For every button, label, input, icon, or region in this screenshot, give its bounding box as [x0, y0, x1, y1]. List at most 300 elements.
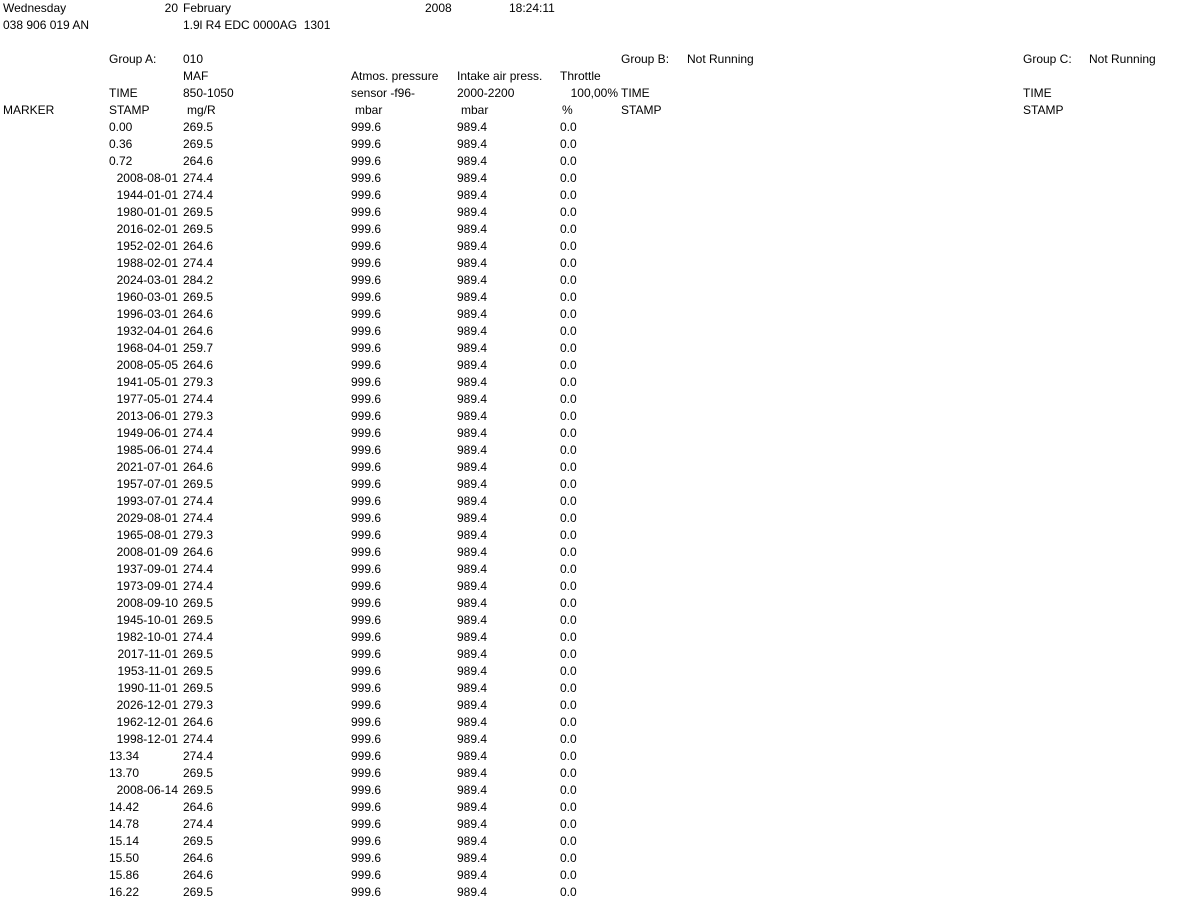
intake-pressure-cell: 989.4 [457, 205, 488, 219]
throttle-cell: 0.0 [560, 290, 577, 304]
intake-pressure-cell: 989.4 [457, 817, 488, 831]
maf-cell: 269.5 [183, 137, 214, 151]
maf-cell: 264.6 [183, 324, 214, 338]
atmos-pressure-cell: 999.6 [351, 783, 382, 797]
throttle-cell: 0.0 [560, 545, 577, 559]
maf-unit: mg/R [187, 103, 216, 117]
atmos-pressure-cell: 999.6 [351, 715, 382, 729]
time-stamp-cell: 1988-02-01 [116, 256, 178, 270]
atmos-pressure-cell: 999.6 [351, 766, 382, 780]
maf-cell: 274.4 [183, 749, 214, 763]
intake-pressure-cell: 989.4 [457, 341, 488, 355]
intake-pressure-cell: 989.4 [457, 443, 488, 457]
table-row [0, 782, 1177, 799]
throttle-cell: 0.0 [560, 460, 577, 474]
time-stamp-cell: 1985-06-01 [116, 443, 178, 457]
throttle-cell: 0.0 [560, 885, 577, 899]
time-stamp-cell: 1952-02-01 [116, 239, 178, 253]
intake-pressure-cell: 989.4 [457, 613, 488, 627]
table-row [0, 731, 1177, 748]
time-stamp-cell: 15.86 [109, 868, 140, 882]
table-row [0, 255, 1177, 272]
table-row [0, 799, 1177, 816]
time-stamp-cell: 1990-11-01 [117, 681, 178, 695]
throttle-cell: 0.0 [560, 613, 577, 627]
intake-pressure-cell: 989.4 [457, 528, 488, 542]
throttle-cell: 0.0 [560, 664, 577, 678]
atmos-pressure-cell: 999.6 [351, 409, 382, 423]
atmos-pressure-cell: 999.6 [351, 256, 382, 270]
table-row [0, 272, 1177, 289]
maf-header: MAF [183, 69, 209, 83]
table-row [0, 765, 1177, 782]
maf-cell: 274.4 [183, 426, 214, 440]
atmos-pressure-cell: 999.6 [351, 154, 382, 168]
maf-cell: 269.5 [183, 647, 214, 661]
throttle-cell: 0.0 [560, 732, 577, 746]
intake-pressure-cell: 989.4 [457, 375, 488, 389]
throttle-cell: 0.0 [560, 800, 577, 814]
maf-cell: 274.4 [183, 511, 214, 525]
intake-pressure-cell: 989.4 [457, 477, 488, 491]
group-a-label: Group A: [109, 52, 157, 66]
maf-cell: 269.5 [183, 222, 214, 236]
intake-pressure-cell: 989.4 [457, 273, 488, 287]
maf-cell: 269.5 [183, 885, 214, 899]
atmos-pressure-cell: 999.6 [351, 698, 382, 712]
atmos-pressure-cell: 999.6 [351, 460, 382, 474]
throttle-cell: 0.0 [560, 579, 577, 593]
atmos-pressure-cell: 999.6 [351, 341, 382, 355]
time-stamp-cell: 1953-11-01 [117, 664, 178, 678]
atmos-sensor: sensor -f96- [351, 86, 416, 100]
throttle-cell: 0.0 [560, 783, 577, 797]
intake-pressure-cell: 989.4 [457, 681, 488, 695]
throttle-cell: 0.0 [560, 120, 577, 134]
throttle-header: Throttle [560, 69, 601, 83]
atmos-pressure-cell: 999.6 [351, 307, 382, 321]
time-stamp-cell: 2026-12-01 [116, 698, 178, 712]
intake-pressure-cell: 989.4 [457, 749, 488, 763]
atmos-pressure-cell: 999.6 [351, 528, 382, 542]
intake-pressure-cell: 989.4 [457, 256, 488, 270]
maf-cell: 264.6 [183, 307, 214, 321]
maf-cell: 264.6 [183, 715, 214, 729]
atmos-pressure-cell: 999.6 [351, 273, 382, 287]
table-row [0, 493, 1177, 510]
group-a-time-label: TIME [109, 86, 138, 100]
time-stamp-cell: 2008-09-10 [116, 596, 178, 610]
group-c-stamp-label: STAMP [1023, 103, 1064, 117]
maf-cell: 274.4 [183, 579, 214, 593]
table-row [0, 153, 1177, 170]
table-row [0, 867, 1177, 884]
maf-cell: 274.4 [183, 630, 214, 644]
intake-pressure-cell: 989.4 [457, 324, 488, 338]
time-stamp-cell: 13.70 [109, 766, 140, 780]
throttle-cell: 0.0 [560, 443, 577, 457]
time-of-day: 18:24:11 [509, 1, 555, 15]
maf-cell: 264.6 [183, 851, 214, 865]
maf-cell: 264.6 [183, 460, 214, 474]
table-row [0, 629, 1177, 646]
intake-pressure-cell: 989.4 [457, 851, 488, 865]
table-row [0, 714, 1177, 731]
maf-cell: 279.3 [183, 698, 214, 712]
maf-cell: 274.4 [183, 392, 214, 406]
intake-pressure-cell: 989.4 [457, 766, 488, 780]
group-b-stamp-label: STAMP [621, 103, 662, 117]
throttle-cell: 0.0 [560, 851, 577, 865]
maf-cell: 269.5 [183, 681, 214, 695]
time-stamp-cell: 0.72 [109, 154, 133, 168]
table-row [0, 561, 1177, 578]
atmos-pressure-cell: 999.6 [351, 545, 382, 559]
group-a-stamp-label: STAMP [109, 103, 150, 117]
atmos-pressure-cell: 999.6 [351, 681, 382, 695]
throttle-cell: 0.0 [560, 698, 577, 712]
atmos-pressure-cell: 999.6 [351, 834, 382, 848]
throttle-cell: 0.0 [560, 477, 577, 491]
maf-cell: 264.6 [183, 239, 214, 253]
atmos-pressure-cell: 999.6 [351, 290, 382, 304]
throttle-range: 100,00% [570, 86, 618, 100]
time-stamp-cell: 1945-10-01 [116, 613, 178, 627]
time-stamp-cell: 15.14 [109, 834, 140, 848]
table-row [0, 510, 1177, 527]
time-stamp-cell: 1932-04-01 [116, 324, 178, 338]
atmos-pressure-cell: 999.6 [351, 426, 382, 440]
maf-cell: 269.5 [183, 664, 214, 678]
atmos-pressure-cell: 999.6 [351, 511, 382, 525]
maf-cell: 279.3 [183, 375, 214, 389]
atmos-pressure-cell: 999.6 [351, 732, 382, 746]
intake-pressure-cell: 989.4 [457, 188, 488, 202]
intake-pressure-cell: 989.4 [457, 868, 488, 882]
intake-pressure-cell: 989.4 [457, 579, 488, 593]
time-stamp-cell: 2029-08-01 [116, 511, 178, 525]
atmos-pressure-cell: 999.6 [351, 324, 382, 338]
maf-cell: 274.4 [183, 256, 214, 270]
atmos-pressure-cell: 999.6 [351, 647, 382, 661]
time-stamp-cell: 1977-05-01 [116, 392, 178, 406]
intake-pressure-cell: 989.4 [457, 426, 488, 440]
maf-cell: 269.5 [183, 205, 214, 219]
atmos-pressure-cell: 999.6 [351, 392, 382, 406]
table-row [0, 850, 1177, 867]
time-stamp-cell: 2008-06-14 [116, 783, 178, 797]
time-stamp-cell: 1962-12-01 [116, 715, 178, 729]
intake-header: Intake air press. [457, 69, 543, 83]
throttle-cell: 0.0 [560, 154, 577, 168]
atmos-pressure-cell: 999.6 [351, 375, 382, 389]
maf-cell: 269.5 [183, 783, 214, 797]
throttle-cell: 0.0 [560, 171, 577, 185]
maf-cell: 274.4 [183, 171, 214, 185]
intake-pressure-cell: 989.4 [457, 664, 488, 678]
intake-pressure-cell: 989.4 [457, 154, 488, 168]
time-stamp-cell: 1973-09-01 [116, 579, 178, 593]
maf-cell: 269.5 [183, 596, 214, 610]
throttle-cell: 0.0 [560, 596, 577, 610]
throttle-cell: 0.0 [560, 715, 577, 729]
time-stamp-cell: 2017-11-01 [117, 647, 178, 661]
intake-pressure-cell: 989.4 [457, 596, 488, 610]
throttle-cell: 0.0 [560, 324, 577, 338]
table-row [0, 595, 1177, 612]
maf-cell: 264.6 [183, 545, 214, 559]
throttle-cell: 0.0 [560, 528, 577, 542]
throttle-cell: 0.0 [560, 511, 577, 525]
intake-pressure-cell: 989.4 [457, 460, 488, 474]
intake-unit: mbar [461, 103, 489, 117]
atmos-pressure-cell: 999.6 [351, 800, 382, 814]
atmos-pressure-cell: 999.6 [351, 222, 382, 236]
intake-pressure-cell: 989.4 [457, 239, 488, 253]
group-a-value: 010 [183, 52, 204, 66]
atmos-unit: mbar [355, 103, 383, 117]
atmos-pressure-cell: 999.6 [351, 562, 382, 576]
table-row [0, 816, 1177, 833]
maf-range: 850-1050 [183, 86, 234, 100]
time-stamp-cell: 1960-03-01 [116, 290, 178, 304]
intake-pressure-cell: 989.4 [457, 545, 488, 559]
maf-cell: 274.4 [183, 732, 214, 746]
intake-range: 2000-2200 [457, 86, 515, 100]
table-row [0, 544, 1177, 561]
group-c-status: Not Running [1089, 52, 1156, 66]
atmos-pressure-cell: 999.6 [351, 885, 382, 899]
intake-pressure-cell: 989.4 [457, 511, 488, 525]
table-row [0, 680, 1177, 697]
maf-cell: 274.4 [183, 188, 214, 202]
time-stamp-cell: 2024-03-01 [116, 273, 178, 287]
intake-pressure-cell: 989.4 [457, 392, 488, 406]
atmos-pressure-cell: 999.6 [351, 205, 382, 219]
throttle-cell: 0.0 [560, 375, 577, 389]
time-stamp-cell: 1944-01-01 [116, 188, 178, 202]
group-c-label: Group C: [1023, 52, 1072, 66]
time-stamp-cell: 2013-06-01 [116, 409, 178, 423]
group-b-label: Group B: [621, 52, 670, 66]
atmos-pressure-cell: 999.6 [351, 851, 382, 865]
atmos-pressure-cell: 999.6 [351, 477, 382, 491]
intake-pressure-cell: 989.4 [457, 715, 488, 729]
throttle-cell: 0.0 [560, 392, 577, 406]
atmos-pressure-cell: 999.6 [351, 137, 382, 151]
intake-pressure-cell: 989.4 [457, 307, 488, 321]
time-stamp-cell: 14.78 [109, 817, 140, 831]
maf-cell: 264.6 [183, 800, 214, 814]
atmos-header: Atmos. pressure [351, 69, 439, 83]
marker-label: MARKER [3, 103, 55, 117]
table-row [0, 663, 1177, 680]
part-number: 038 906 019 AN [3, 18, 90, 32]
time-stamp-cell: 1982-10-01 [116, 630, 178, 644]
atmos-pressure-cell: 999.6 [351, 630, 382, 644]
intake-pressure-cell: 989.4 [457, 783, 488, 797]
intake-pressure-cell: 989.4 [457, 885, 488, 899]
atmos-pressure-cell: 999.6 [351, 749, 382, 763]
maf-cell: 274.4 [183, 443, 214, 457]
table-row [0, 289, 1177, 306]
throttle-cell: 0.0 [560, 766, 577, 780]
throttle-cell: 0.0 [560, 307, 577, 321]
table-row [0, 697, 1177, 714]
throttle-cell: 0.0 [560, 205, 577, 219]
atmos-pressure-cell: 999.6 [351, 613, 382, 627]
intake-pressure-cell: 989.4 [457, 137, 488, 151]
time-stamp-cell: 2008-05-05 [116, 358, 178, 372]
table-row [0, 425, 1177, 442]
intake-pressure-cell: 989.4 [457, 834, 488, 848]
atmos-pressure-cell: 999.6 [351, 664, 382, 678]
throttle-cell: 0.0 [560, 749, 577, 763]
time-stamp-cell: 2008-08-01 [116, 171, 178, 185]
maf-cell: 274.4 [183, 494, 214, 508]
time-stamp-cell: 1957-07-01 [116, 477, 178, 491]
time-stamp-cell: 15.50 [109, 851, 140, 865]
maf-cell: 264.6 [183, 358, 214, 372]
table-row [0, 170, 1177, 187]
intake-pressure-cell: 989.4 [457, 409, 488, 423]
intake-pressure-cell: 989.4 [457, 630, 488, 644]
table-row [0, 187, 1177, 204]
table-row [0, 306, 1177, 323]
time-stamp-cell: 2016-02-01 [116, 222, 178, 236]
intake-pressure-cell: 989.4 [457, 698, 488, 712]
throttle-cell: 0.0 [560, 630, 577, 644]
time-stamp-cell: 13.34 [109, 749, 140, 763]
maf-cell: 259.7 [183, 341, 214, 355]
throttle-cell: 0.0 [560, 409, 577, 423]
throttle-cell: 0.0 [560, 273, 577, 287]
time-stamp-cell: 1941-05-01 [116, 375, 178, 389]
time-stamp-cell: 2008-01-09 [116, 545, 178, 559]
atmos-pressure-cell: 999.6 [351, 120, 382, 134]
atmos-pressure-cell: 999.6 [351, 868, 382, 882]
month: February [183, 1, 232, 15]
maf-cell: 284.2 [183, 273, 214, 287]
table-row [0, 578, 1177, 595]
intake-pressure-cell: 989.4 [457, 120, 488, 134]
intake-pressure-cell: 989.4 [457, 732, 488, 746]
time-stamp-cell: 1996-03-01 [116, 307, 178, 321]
time-stamp-cell: 1937-09-01 [116, 562, 178, 576]
throttle-cell: 0.0 [560, 256, 577, 270]
maf-cell: 274.4 [183, 817, 214, 831]
throttle-cell: 0.0 [560, 239, 577, 253]
maf-cell: 269.5 [183, 613, 214, 627]
group-c-time-label: TIME [1023, 86, 1052, 100]
table-row [0, 646, 1177, 663]
table-row [0, 374, 1177, 391]
year: 2008 [425, 1, 452, 15]
table-row [0, 357, 1177, 374]
maf-cell: 269.5 [183, 834, 214, 848]
time-stamp-cell: 1993-07-01 [116, 494, 178, 508]
intake-pressure-cell: 989.4 [457, 290, 488, 304]
table-row [0, 748, 1177, 765]
maf-cell: 264.6 [183, 868, 214, 882]
throttle-cell: 0.0 [560, 647, 577, 661]
day: 20 [164, 1, 178, 15]
maf-cell: 269.5 [183, 477, 214, 491]
table-row [0, 884, 1177, 901]
table-row [0, 408, 1177, 425]
table-row [0, 527, 1177, 544]
time-stamp-cell: 1968-04-01 [116, 341, 178, 355]
table-row [0, 459, 1177, 476]
time-stamp-cell: 0.36 [109, 137, 133, 151]
table-row [0, 204, 1177, 221]
atmos-pressure-cell: 999.6 [351, 171, 382, 185]
maf-cell: 269.5 [183, 766, 214, 780]
throttle-cell: 0.0 [560, 341, 577, 355]
time-stamp-cell: 14.42 [109, 800, 140, 814]
atmos-pressure-cell: 999.6 [351, 494, 382, 508]
table-row [0, 323, 1177, 340]
intake-pressure-cell: 989.4 [457, 358, 488, 372]
throttle-cell: 0.0 [560, 817, 577, 831]
maf-cell: 264.6 [183, 154, 214, 168]
throttle-cell: 0.0 [560, 834, 577, 848]
table-row [0, 238, 1177, 255]
maf-cell: 274.4 [183, 562, 214, 576]
table-row [0, 442, 1177, 459]
engine-info: 1.9l R4 EDC 0000AG 1301 [183, 18, 331, 32]
atmos-pressure-cell: 999.6 [351, 443, 382, 457]
maf-cell: 279.3 [183, 528, 214, 542]
table-row [0, 612, 1177, 629]
intake-pressure-cell: 989.4 [457, 494, 488, 508]
intake-pressure-cell: 989.4 [457, 222, 488, 236]
throttle-cell: 0.0 [560, 222, 577, 236]
maf-cell: 269.5 [183, 120, 214, 134]
throttle-cell: 0.0 [560, 137, 577, 151]
time-stamp-cell: 1998-12-01 [116, 732, 178, 746]
group-b-time-label: TIME [621, 86, 650, 100]
throttle-cell: 0.0 [560, 426, 577, 440]
table-row [0, 119, 1177, 136]
throttle-cell: 0.0 [560, 562, 577, 576]
group-b-status: Not Running [687, 52, 754, 66]
atmos-pressure-cell: 999.6 [351, 188, 382, 202]
atmos-pressure-cell: 999.6 [351, 817, 382, 831]
intake-pressure-cell: 989.4 [457, 171, 488, 185]
throttle-cell: 0.0 [560, 358, 577, 372]
table-row [0, 340, 1177, 357]
time-stamp-cell: 0.00 [109, 120, 133, 134]
maf-cell: 279.3 [183, 409, 214, 423]
weekday: Wednesday [3, 1, 67, 15]
atmos-pressure-cell: 999.6 [351, 596, 382, 610]
throttle-cell: 0.0 [560, 681, 577, 695]
throttle-unit: % [562, 103, 573, 117]
table-row [0, 221, 1177, 238]
throttle-cell: 0.0 [560, 494, 577, 508]
table-row [0, 136, 1177, 153]
table-row [0, 833, 1177, 850]
time-stamp-cell: 1980-01-01 [116, 205, 178, 219]
intake-pressure-cell: 989.4 [457, 647, 488, 661]
time-stamp-cell: 16.22 [109, 885, 140, 899]
time-stamp-cell: 1965-08-01 [116, 528, 178, 542]
atmos-pressure-cell: 999.6 [351, 579, 382, 593]
time-stamp-cell: 1949-06-01 [116, 426, 178, 440]
intake-pressure-cell: 989.4 [457, 562, 488, 576]
intake-pressure-cell: 989.4 [457, 800, 488, 814]
